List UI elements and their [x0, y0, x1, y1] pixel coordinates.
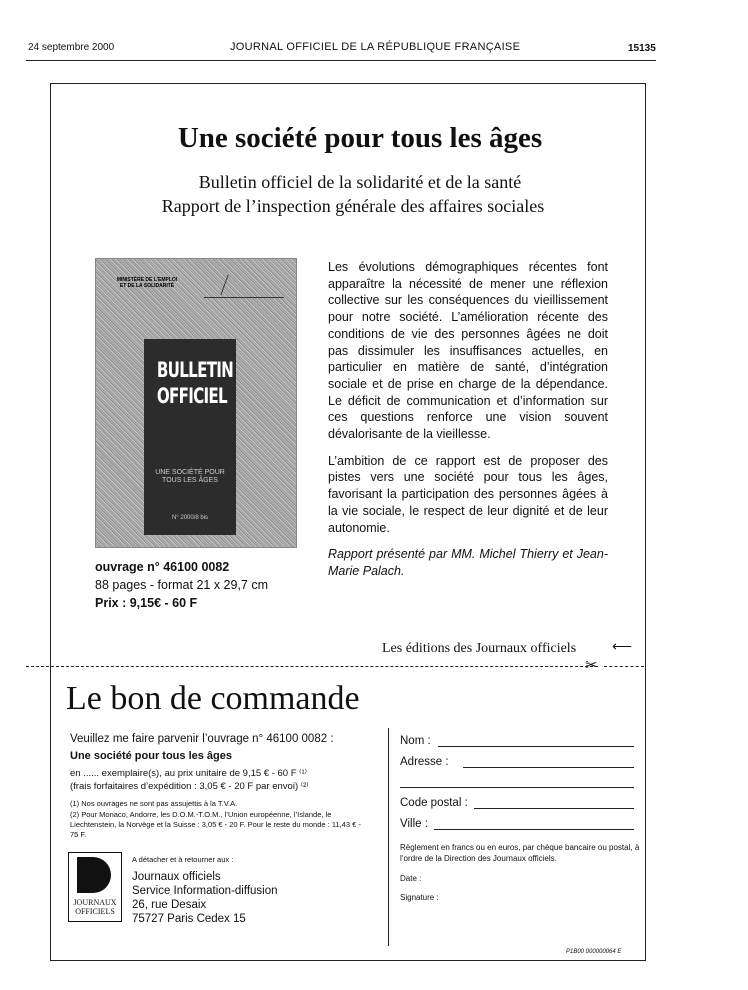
document-reference-code: P1B00 000000064 E	[566, 949, 622, 955]
signature-label[interactable]: Signature :	[400, 893, 439, 902]
payment-instructions: Règlement en francs ou en euros, par chèque bancaire ou postal, à l’ordre de la Direction des Journaux officiels.	[400, 843, 640, 863]
nom-field[interactable]	[438, 746, 634, 747]
scissors-icon: ✂	[585, 657, 598, 674]
header-date: 24 septembre 2000	[28, 42, 115, 53]
description-paragraph-1: Les évolutions démographiques récentes font apparaître la nécessité de mener une réflexion collective sur les conséquences du vieillissement pour notre société. L’amélioration récente des conditions de vie des personnes âgées ne doit pas dissimuler les insuffisances actuelles, en particulier en matière de santé, d’intégration sociale et de prise en charge de la dépendance. Le déficit de communication et d’information sur ces questions renforce une vision souvent dévalorisante de la vieillesse.	[328, 260, 608, 442]
logo-text: JOURNAUX OFFICIELS	[69, 898, 121, 916]
order-vertical-divider	[388, 728, 389, 946]
cover-dark-panel	[144, 339, 236, 535]
cover-ministry-label: MINISTÈRE DE L'EMPLOI ET DE LA SOLIDARITÉ	[116, 277, 178, 289]
bulletin-cover-image	[95, 258, 297, 548]
address-line-1: Journaux officiels	[132, 871, 221, 883]
cut-dashed-line-end	[604, 666, 644, 667]
cover-number: N° 2000/8 bis	[171, 515, 209, 521]
cut-dashed-line	[26, 666, 598, 667]
order-request: Veuillez me faire parvenir l’ouvrage n° 46100 0082 :	[70, 733, 334, 745]
arrow-left-icon: ⟵	[612, 638, 633, 654]
header-journal-title: JOURNAL OFFICIEL DE LA RÉPUBLIQUE FRANÇAISE	[230, 41, 521, 53]
header-page-number: 15135	[628, 43, 656, 54]
date-label[interactable]: Date :	[400, 874, 422, 883]
cover-theme: UNE SOCIÉTÉ POUR TOUS LES ÂGES	[155, 469, 225, 484]
footnote-2: (2) Pour Monaco, Andorre, les D.O.M.-T.O.M., l’Union européenne, l’Islande, le Liechtenstein, la Norvège et la Suisse : 3,05 € - 20 F. Pour le reste du monde : 11,43 € - 75 F.	[70, 810, 361, 839]
ouvrage-number: ouvrage n° 46100 0082	[95, 560, 230, 574]
header-divider	[26, 60, 656, 61]
ouvrage-format: 88 pages - format 21 x 29,7 cm	[95, 578, 269, 592]
editions-label: Les éditions des Journaux officiels	[382, 641, 577, 656]
jo-logo-icon	[77, 857, 111, 893]
adresse-field-line-2[interactable]	[400, 787, 634, 788]
detach-instruction: A détacher et à retourner aux :	[132, 855, 234, 864]
code-postal-label: Code postal :	[400, 797, 468, 809]
adresse-field[interactable]	[463, 767, 634, 768]
ad-subtitle-bulletin: Bulletin officiel de la solidarité et de la santé	[198, 172, 522, 192]
footnote-1: (1) Nos ouvrages ne sont pas assujettis à la T.V.A.	[70, 799, 238, 808]
address-line-2: Service Information-diffusion	[132, 885, 278, 897]
report-credit: Rapport présenté par MM. Michel Thierry et Jean-Marie Palach.	[328, 547, 608, 578]
description-paragraph-2: L’ambition de ce rapport est de proposer des pistes vers une société pour tous les âges, favorisant la participation des personnes âgées à la vie sociale, le respect de leur dignité et de leur autonomie.	[328, 453, 608, 535]
frame-top-border	[50, 83, 646, 84]
ad-subtitle-rapport: Rapport de l’inspection générale des affaires sociales	[161, 196, 545, 216]
address-line-4: 75727 Paris Cedex 15	[132, 913, 246, 925]
order-form-title: Le bon de commande	[66, 680, 360, 717]
nom-label: Nom :	[400, 735, 431, 747]
code-postal-field[interactable]	[474, 808, 634, 809]
ville-label: Ville :	[400, 818, 428, 830]
order-shipping-fees: (frais forfaitaires d’expédition : 3,05 € - 20 F par envoi) ⁽²⁾	[70, 781, 309, 792]
cover-title-line2: OFFICIEL	[156, 384, 227, 408]
ouvrage-price: Prix : 9,15€ - 60 F	[95, 596, 198, 610]
frame-bottom-border	[50, 960, 646, 961]
journaux-officiels-logo	[68, 852, 122, 922]
address-line-3: 26, rue Desaix	[132, 899, 207, 911]
ad-title: Une société pour tous les âges	[177, 122, 543, 154]
ville-field[interactable]	[434, 829, 634, 830]
marianne-logo-icon	[220, 275, 254, 295]
ad-description	[328, 259, 608, 590]
adresse-label: Adresse :	[400, 756, 449, 768]
cover-title-line1: BULLETIN	[156, 358, 234, 382]
order-book-title: Une société pour tous les âges	[70, 750, 232, 762]
cover-title	[156, 357, 234, 409]
order-quantity-line[interactable]: en ...... exemplaire(s), au prix unitaire de 9,15 € - 60 F ⁽¹⁾	[70, 768, 307, 779]
cover-logo-rule	[204, 297, 284, 298]
